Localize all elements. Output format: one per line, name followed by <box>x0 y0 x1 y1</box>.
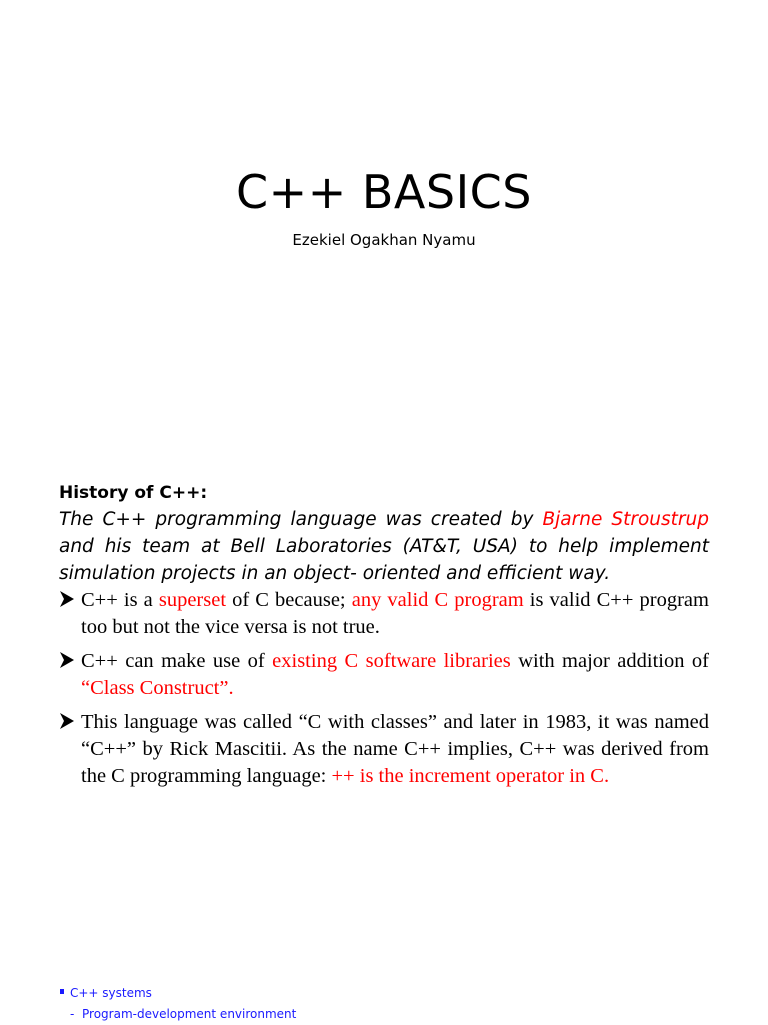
bullet-2-text-2: with major addition of <box>510 650 709 672</box>
bullet-2-highlight-1: existing C software libraries <box>272 650 511 672</box>
bullet-3-text-1: This language was called “C with classes” and later in 1983, it was named “C++” by Rick Mascitii. As the name C++ implies, C++ was derived from the C programming language: <box>81 711 709 787</box>
bullet-1-highlight-2: any valid C program <box>351 589 524 611</box>
footnote-item-program-development <box>60 1004 296 1025</box>
arrow-bullet-icon <box>59 648 77 675</box>
square-bullet-icon <box>60 989 64 994</box>
history-heading: History of C++: <box>59 483 208 503</box>
intro-text-2: and his team at Bell Laboratories (AT&T, USA) to help implement simulation projects in an object- oriented and efficient way. <box>59 536 709 584</box>
history-section <box>59 480 709 790</box>
bullet-2-text-1: C++ can make use of <box>81 650 273 672</box>
bullet-libraries <box>59 648 709 702</box>
bullet-superset <box>59 587 709 641</box>
author-name: Ezekiel Ogakhan Nyamu <box>292 231 476 249</box>
footnote-outline <box>60 983 296 1025</box>
history-bullet-list <box>59 587 709 790</box>
dash-bullet-icon: - <box>70 1007 75 1021</box>
footnote-item-2-label: Program-development environment <box>82 1007 297 1021</box>
bullet-3-highlight-1: ++ is the increment operator in C. <box>331 765 610 787</box>
bullet-2-highlight-2: “Class Construct”. <box>81 677 234 699</box>
bullet-naming <box>59 709 709 790</box>
intro-text-1: The C++ programming language was created by <box>59 509 543 530</box>
bullet-1-highlight-1: superset <box>158 589 227 611</box>
footnote-item-1-label: C++ systems <box>70 986 152 1000</box>
bullet-1-text-3: is valid C++ program too but not the vice versa is not true. <box>81 589 709 638</box>
footnote-item-cpp-systems <box>60 983 296 1004</box>
history-intro <box>59 506 709 587</box>
arrow-bullet-icon <box>59 709 77 736</box>
arrow-bullet-icon <box>59 587 77 614</box>
intro-highlight: Bjarne Stroustrup <box>542 509 709 530</box>
document-title: C++ BASICS <box>236 165 532 219</box>
bullet-1-text-2: of C because; <box>226 589 352 611</box>
bullet-1-text-1: C++ is a <box>81 589 159 611</box>
